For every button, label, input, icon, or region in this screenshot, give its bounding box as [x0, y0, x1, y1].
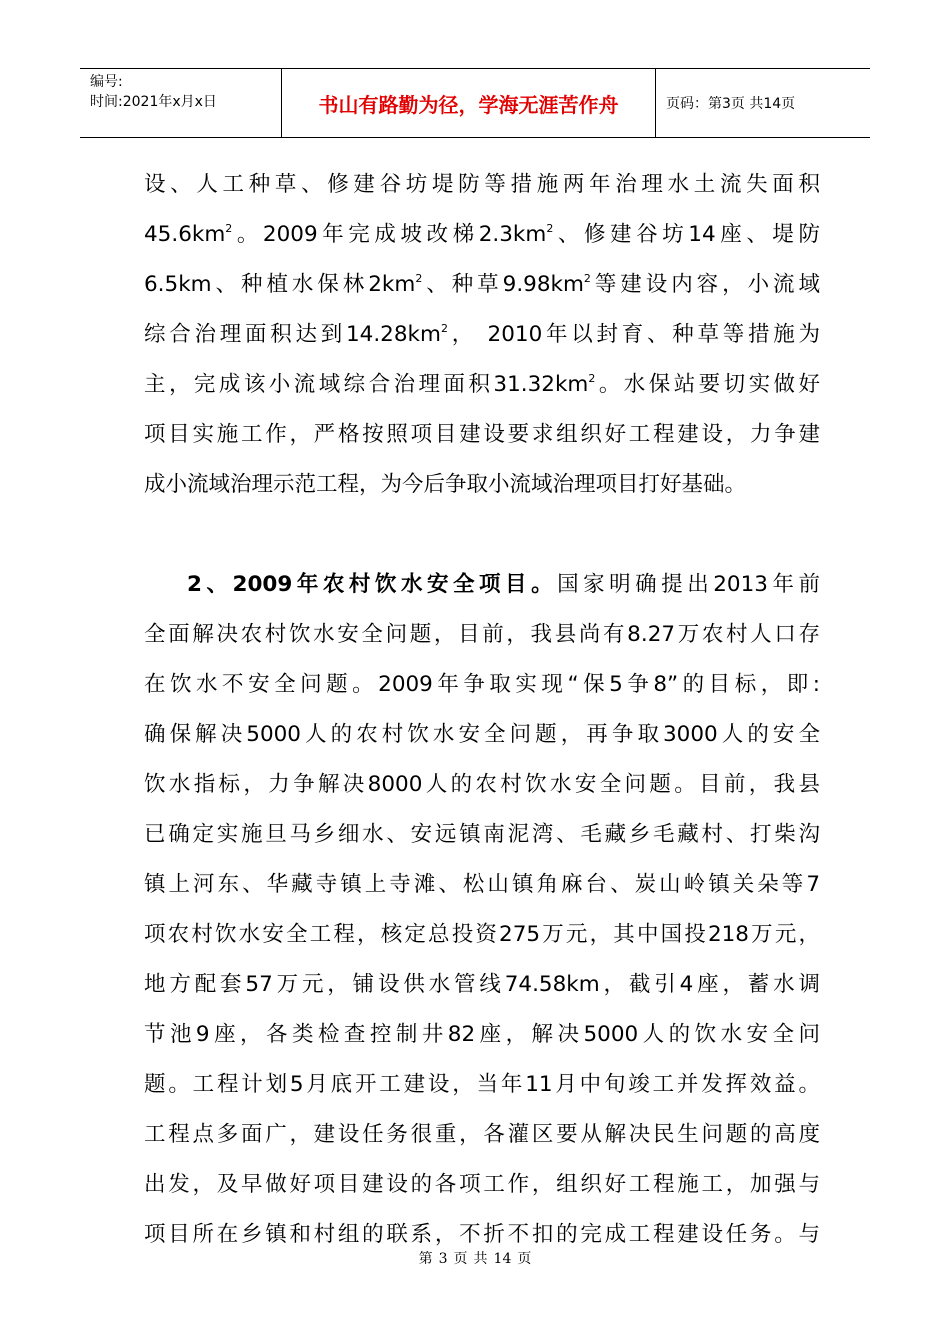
- section-heading: 2、2009年农村饮水安全项目。: [187, 572, 558, 597]
- body-line: 综合治理面积达到$14.28km^2$， 2010年以封育、种草等措施为: [144, 322, 820, 347]
- body-line: 出发，及早做好项目建设的各项工作，组织好工程施工，加强与: [144, 1172, 820, 1197]
- body-line: 确保解决5000人的农村饮水安全问题，再争取3000人的安全: [144, 722, 820, 747]
- body-line: 主，完成该小流域综合治理面积$31.32km^2$。水保站要切实做好: [144, 372, 820, 397]
- body-line: 已确定实施旦马乡细水、安远镇南泥湾、毛藏乡毛藏村、打柴沟: [144, 822, 820, 847]
- body-line: 工程点多面广，建设任务很重，各灌区要从解决民生问题的高度: [144, 1122, 820, 1147]
- header-meta: [80, 69, 282, 137]
- body-line: 6.5km、种植水保林$2km^2$、种草$9.98km^2$等建设内容，小流域: [144, 272, 820, 297]
- body-line: 镇上河东、华藏寺镇上寺滩、松山镇角麻台、炭山岭镇关朵等7: [144, 872, 820, 897]
- paragraph-gap: [144, 510, 820, 560]
- page-footer: 第 3 页 共 14 页: [418, 1251, 532, 1267]
- section-heading-line: 2、2009年农村饮水安全项目。国家明确提出2013年前: [187, 572, 820, 597]
- body-line: 项农村饮水安全工程，核定总投资275万元，其中国投218万元，: [144, 922, 820, 947]
- body-line: 设、人工种草、修建谷坊堤防等措施两年治理水土流失面积: [144, 172, 820, 197]
- header-motto: 书山有路勤为径，学海无涯苦作舟: [282, 69, 656, 137]
- body-line: 全面解决农村饮水安全问题，目前，我县尚有8.27万农村人口存: [144, 622, 820, 647]
- document-time-label: 时间:2021年x月x日: [90, 94, 217, 110]
- body-line: 题。工程计划5月底开工建设，当年11月中旬竣工并发挥效益。: [144, 1072, 820, 1097]
- header-page-info: 页码：第3页 共14页: [666, 96, 796, 112]
- body-line: 成小流域治理示范工程，为今后争取小流域治理项目打好基础。: [144, 472, 747, 497]
- body-line: 节池9座，各类检查控制井82座，解决5000人的饮水安全问: [144, 1022, 820, 1047]
- document-body: [144, 160, 820, 1260]
- page-header: [80, 68, 870, 138]
- body-line: 在饮水不安全问题。2009年争取实现“保5争8”的目标，即:: [144, 672, 820, 697]
- body-line: 地方配套57万元，铺设供水管线74.58km，截引4座，蓄水调: [144, 972, 820, 997]
- body-line: $45.6km^2$。2009年完成坡改梯$2.3km^2$、修建谷坊14座、堤防: [144, 222, 820, 247]
- body-line: 项目所在乡镇和村组的联系，不折不扣的完成工程建设任务。与: [144, 1222, 820, 1247]
- body-line: 饮水指标，力争解决8000人的农村饮水安全问题。目前，我县: [144, 772, 820, 797]
- document-number-label: 编号:: [90, 74, 123, 90]
- body-line: 项目实施工作，严格按照项目建设要求组织好工程建设，力争建: [144, 422, 820, 447]
